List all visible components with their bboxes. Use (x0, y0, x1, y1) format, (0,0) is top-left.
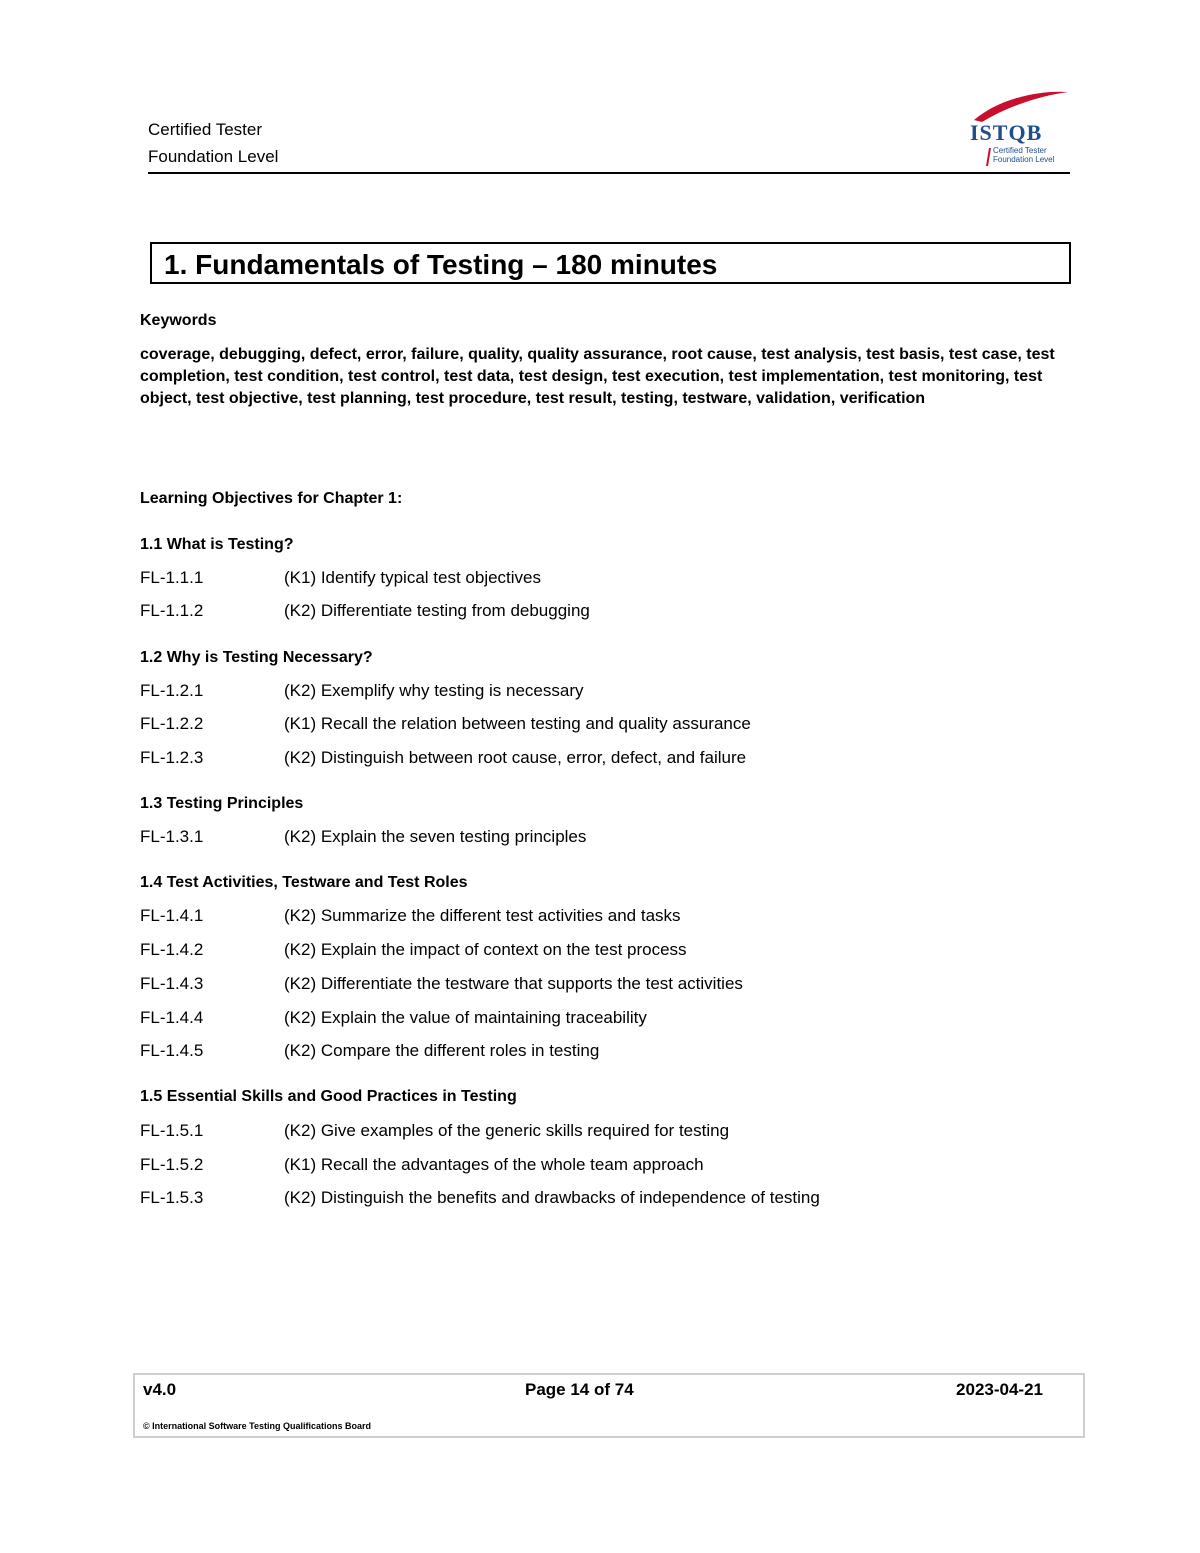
objective-code: FL-1.1.2 (140, 601, 204, 620)
learning-objectives-heading: Learning Objectives for Chapter 1: (140, 490, 403, 507)
chapter-title-box (150, 242, 1071, 284)
objective-code: FL-1.4.5 (140, 1041, 204, 1060)
section-heading: 1.4 Test Activities, Testware and Test Roles (140, 874, 468, 891)
logo-subtitle-2: Foundation Level (993, 155, 1055, 164)
objective-code: FL-1.2.1 (140, 681, 204, 700)
objective-code: FL-1.4.4 (140, 1008, 204, 1027)
objective-text: (K2) Give examples of the generic skills required for testing (284, 1121, 730, 1140)
objective-text: (K2) Explain the value of maintaining traceability (284, 1008, 647, 1027)
objective-text: (K1) Recall the relation between testing and quality assurance (284, 714, 751, 733)
objective-code: FL-1.4.3 (140, 974, 204, 993)
section-heading: 1.2 Why is Testing Necessary? (140, 649, 373, 666)
keywords-heading: Keywords (140, 312, 217, 329)
objective-text: (K1) Recall the advantages of the whole team approach (284, 1155, 704, 1174)
objective-text: (K2) Explain the impact of context on the test process (284, 940, 687, 959)
keywords-list: coverage, debugging, defect, error, failure, quality, quality assurance, root cause, test analysis, test basis, test case, test completion, test condition, test control, test data, test design, test execution, test implementation, test monitoring, test object, test objective, test planning, test procedure, test result, testing, testware, validation, verification (140, 346, 1055, 407)
logo-subtitle-1: Certified Tester (993, 146, 1047, 155)
objective-text: (K2) Exemplify why testing is necessary (284, 681, 584, 700)
footer-date: 2023-04-21 (956, 1380, 1043, 1399)
objective-text: (K2) Distinguish the benefits and drawbacks of independence of testing (284, 1188, 820, 1207)
objective-code: FL-1.4.2 (140, 940, 204, 959)
objective-code: FL-1.2.2 (140, 714, 204, 733)
header-line-1: Certified Tester (148, 120, 263, 139)
footer-page-number: Page 14 of 74 (525, 1380, 634, 1399)
section-heading: 1.5 Essential Skills and Good Practices in Testing (140, 1088, 517, 1105)
footer-version: v4.0 (143, 1380, 177, 1399)
istqb-logo (960, 86, 1070, 170)
objective-code: FL-1.2.3 (140, 748, 204, 767)
objective-text: (K2) Summarize the different test activities and tasks (284, 906, 681, 925)
objective-code: FL-1.3.1 (140, 827, 204, 846)
objective-text: (K2) Compare the different roles in testing (284, 1041, 600, 1060)
objective-text: (K2) Explain the seven testing principles (284, 827, 587, 846)
section-heading: 1.3 Testing Principles (140, 795, 304, 812)
header-line-2: Foundation Level (148, 147, 279, 166)
objective-code: FL-1.5.2 (140, 1155, 204, 1174)
objective-code: FL-1.1.1 (140, 568, 204, 587)
header-divider (148, 172, 1070, 174)
objective-text: (K2) Differentiate the testware that supports the test activities (284, 974, 743, 993)
objective-text: (K2) Differentiate testing from debugging (284, 601, 590, 620)
objective-code: FL-1.5.1 (140, 1121, 204, 1140)
chapter-title: 1. Fundamentals of Testing – 180 minutes (164, 249, 718, 280)
page-footer (133, 1373, 1085, 1438)
section-heading: 1.1 What is Testing? (140, 536, 294, 553)
objective-code: FL-1.4.1 (140, 906, 204, 925)
footer-copyright: © International Software Testing Qualifications Board (143, 1421, 371, 1431)
objective-text: (K2) Distinguish between root cause, error, defect, and failure (284, 748, 747, 767)
objective-text: (K1) Identify typical test objectives (284, 568, 542, 587)
logo-wordmark: ISTQB (970, 120, 1043, 145)
objective-code: FL-1.5.3 (140, 1188, 204, 1207)
